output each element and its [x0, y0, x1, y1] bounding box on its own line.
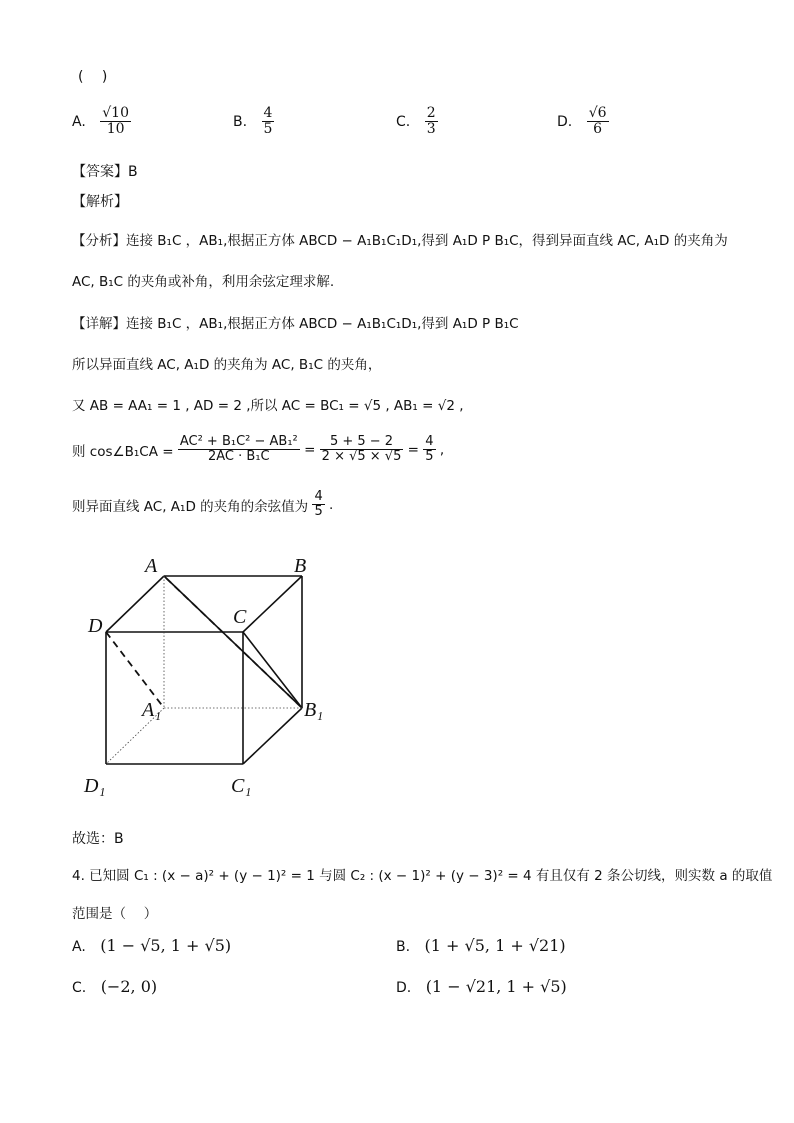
vertex-label-c: C: [233, 606, 247, 628]
xiangjie-line-5: 则异面直线 AC, A₁D 的夹角的余弦值为 $\frac{4}{5}$ .: [72, 489, 334, 520]
fraction-denominator: 10: [106, 121, 125, 138]
q4-option-a: [72, 936, 231, 955]
fraction-numerator: √10: [102, 105, 129, 121]
dashed-a1d: [106, 632, 164, 708]
vertex-label-a1: A₁: [142, 699, 162, 721]
vertex-label-d: D: [88, 615, 103, 637]
cosine-prefix: 则 cos∠B₁CA =: [72, 443, 174, 460]
fraction-denominator: 2 × √5 × √5: [321, 449, 402, 465]
option-letter: A.: [72, 113, 86, 130]
fraction-numerator: 2: [426, 105, 436, 121]
option-letter: D.: [557, 113, 573, 130]
fraction-denominator: 2AC · B₁C: [207, 449, 270, 465]
option-letter: C.: [72, 980, 87, 996]
fraction-denominator: 6: [593, 121, 603, 138]
fraction-numerator: 4: [314, 489, 323, 504]
xiangjie-line-2: 所以异面直线 AC, A₁D 的夹角为 AC, B₁C 的夹角，: [72, 357, 382, 373]
option-letter: C.: [396, 113, 411, 130]
question-bracket: ( ): [78, 69, 108, 85]
fenxi-line-2: AC, B₁C 的夹角或补角，利用余弦定理求解.: [72, 274, 335, 290]
q4-option-d: [396, 977, 567, 996]
edge-cb1: [243, 632, 302, 708]
conclusion-text: 则异面直线 AC, A₁D 的夹角的余弦值为: [72, 498, 309, 515]
fraction-denominator: 5: [314, 504, 323, 520]
cosine-formula: 则 cos∠B₁CA = $\frac{\text{AC² + B₁C² − AB₁²}}{\text{2AC · B₁C}}$ = $\frac{5 + 5 - 2}{2 \times √5 \times √5}$ = $\frac{4}{5}$ ,: [72, 434, 445, 465]
fraction-numerator: 4: [425, 434, 434, 449]
choice-line: 故选：B: [72, 831, 124, 847]
q4-option-c: [72, 977, 157, 996]
vertex-label-b: B: [294, 555, 307, 577]
answer-label: 【答案】: [72, 164, 128, 180]
fenxi-label: 【分析】: [72, 233, 126, 249]
analysis-label: 【解析】: [72, 194, 128, 210]
vertex-label-c1: C₁: [231, 775, 252, 797]
fraction-denominator: 3: [426, 121, 436, 138]
fraction-numerator: AC² + B₁C² − AB₁²: [179, 434, 298, 449]
edge-c1b1: [243, 708, 302, 764]
fraction-numerator: 4: [263, 105, 273, 121]
option-text: (−2, 0): [100, 977, 158, 996]
edge-ad: [106, 576, 164, 632]
vertex-label-a: A: [145, 555, 158, 577]
vertex-label-d1: D₁: [84, 775, 106, 797]
option-text: (1 − √21, 1 + √5): [425, 977, 567, 996]
q4-option-b: [396, 936, 566, 955]
xiangjie-text-1: 连接 B₁C ，AB₁,根据正方体 ABCD − A₁B₁C₁D₁,得到 A₁D P B₁C: [126, 316, 519, 332]
option-letter: D.: [396, 980, 412, 996]
fraction-denominator: 5: [263, 121, 273, 138]
xiangjie-label: 【详解】: [72, 316, 126, 332]
q4-stem-line-2: 范围是（ ）: [72, 906, 158, 922]
option-letter: B.: [396, 939, 411, 955]
option-text: (1 + √5, 1 + √21): [424, 936, 566, 955]
xiangjie-line-3: 又 AB = AA₁ = 1 , AD = 2 ,所以 AC = BC₁ = √5 , AB₁ = √2 ,: [72, 398, 464, 414]
option-text: (1 − √5, 1 + √5): [100, 936, 232, 955]
option-letter: A.: [72, 939, 86, 955]
edge-cb: [243, 576, 302, 632]
q4-stem-line-1: 4. 已知圆 C₁ : (x − a)² + (y − 1)² = 1 与圆 C₂ : (x − 1)² + (y − 3)² = 4 有且仅有 2 条公切线，则实数 a 的取值: [72, 868, 773, 884]
fenxi-text-1: 连接 B₁C ，AB₁,根据正方体 ABCD − A₁B₁C₁D₁,得到 A₁D P B₁C，得到异面直线 AC, A₁D 的夹角为: [126, 233, 728, 249]
vertex-label-b1: B₁: [304, 699, 324, 721]
fraction-numerator: √6: [588, 105, 607, 121]
fraction-denominator: 5: [425, 449, 434, 465]
fraction-numerator: 5 + 5 − 2: [320, 435, 404, 450]
answer-value: B: [128, 164, 138, 180]
option-letter: B.: [233, 113, 248, 130]
